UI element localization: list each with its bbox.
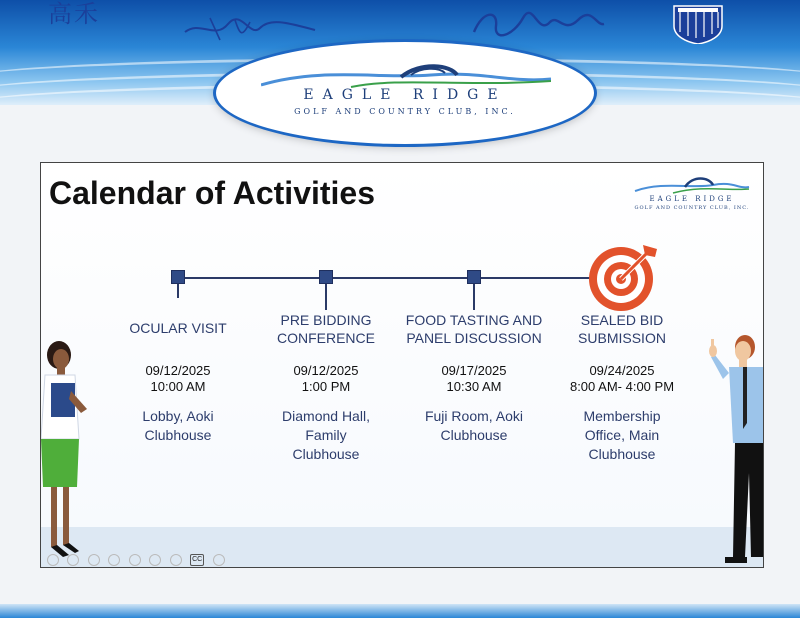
player-controls [47, 551, 229, 563]
logo-name: EAGLE RIDGE [303, 87, 507, 103]
play-icon[interactable] [47, 554, 59, 566]
mini-club-logo [633, 171, 751, 219]
target-icon [587, 243, 659, 313]
grid-icon[interactable] [149, 554, 161, 566]
mini-logo-waves-icon [633, 171, 751, 195]
timeline-tick [177, 284, 179, 298]
event-name: SEALED BID SUBMISSION [578, 312, 666, 346]
event-time: 10:00 AM [150, 379, 206, 394]
logo-waves-icon [261, 57, 551, 91]
captions-button[interactable]: CC [190, 554, 204, 566]
search-icon[interactable] [129, 554, 141, 566]
event-location: Fuji Room, Aoki Clubhouse [424, 408, 524, 443]
event-location: Membership Office, Main Clubhouse [583, 408, 661, 462]
event-date: 09/17/2025 [441, 363, 507, 378]
signature-left [180, 10, 320, 46]
shield-icon [672, 4, 724, 44]
club-logo [216, 42, 594, 144]
event-location: Diamond Hall, Family Clubhouse [282, 408, 370, 462]
mini-logo-subtitle: GOLF AND COUNTRY CLUB, INC. [634, 205, 750, 211]
event-location: Lobby, Aoki Clubhouse [142, 408, 214, 443]
more-icon[interactable] [213, 554, 225, 566]
slide-title: Calendar of Activities [49, 175, 376, 211]
event-name: PRE BIDDING CONFERENCE [276, 312, 375, 346]
event-time: 8:00 AM- 4:00 PM [569, 379, 675, 394]
timeline-tick [325, 284, 327, 310]
slides-icon[interactable] [170, 554, 182, 566]
bottom-strip [0, 604, 800, 618]
mini-logo-name: EAGLE RIDGE [649, 195, 735, 203]
event-time: 10:30 AM [446, 379, 502, 394]
event-date: 09/12/2025 [145, 363, 211, 378]
presentation-slide [40, 162, 764, 568]
timeline-line [178, 277, 628, 279]
timeline-marker [319, 270, 333, 284]
next-icon[interactable] [88, 554, 100, 566]
event-name: OCULAR VISIT [129, 320, 227, 336]
logo-subtitle: GOLF AND COUNTRY CLUB, INC. [294, 107, 516, 116]
presenter-man-illustration [705, 333, 763, 563]
event-name: FOOD TASTING AND PANEL DISCUSSION [405, 312, 543, 346]
timeline-marker [467, 270, 481, 284]
event-time: 1:00 PM [301, 379, 351, 394]
presenter-woman-illustration [41, 339, 93, 563]
kanji-emblem: 高禾 [48, 0, 100, 28]
timeline-tick [473, 284, 475, 310]
signature-right [468, 6, 608, 44]
timeline-marker [171, 270, 185, 284]
event-date: 09/12/2025 [293, 363, 359, 378]
event-date: 09/24/2025 [589, 363, 655, 378]
